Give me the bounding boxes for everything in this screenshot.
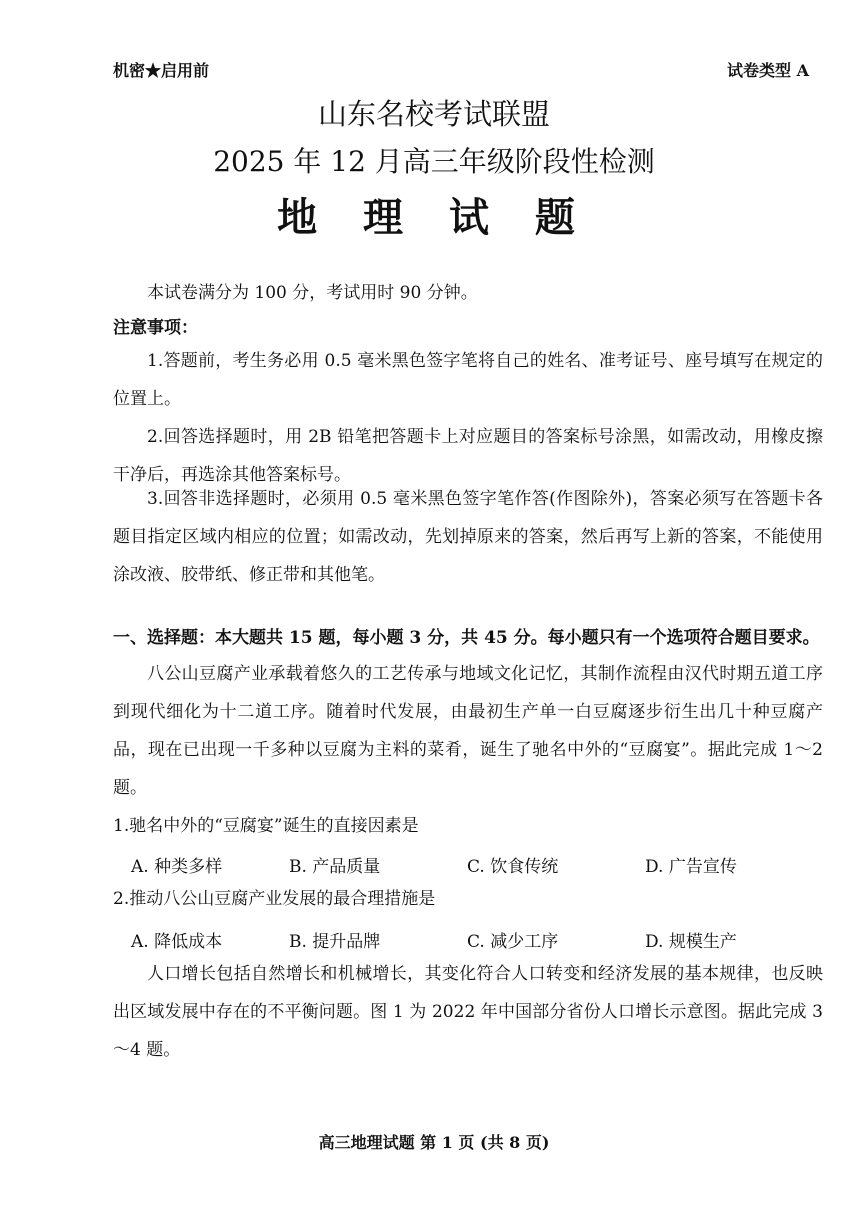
passage-1: 八公山豆腐产业承载着悠久的工艺传承与地域文化记忆，其制作流程由汉代时期五道工序到现代细化为十二道工序。随着时代发展，由最初生产单一白豆腐逐步衍生出几十种豆腐产品，现在已出现一千多种以豆腐为主料的菜肴，诞生了驰名中外的“豆腐宴”。据此完成 1～2 题。 xyxy=(113,664,823,798)
page-footer: 高三地理试题 第 1 页 (共 8 页) xyxy=(318,1133,550,1152)
question-1-option-b: B. 产品质量 xyxy=(289,857,381,877)
paper-type-label: 试卷类型 A xyxy=(727,61,809,80)
passage-2: 人口增长包括自然增长和机械增长，其变化符合人口转变和经济发展的基本规律，也反映出区域发展中存在的不平衡问题。图 1 为 2022 年中国部分省份人口增长示意图。据此完成 3～4 题。 xyxy=(113,964,823,1060)
question-1-option-d: D. 广告宣传 xyxy=(645,857,737,877)
notice-item-1: 1.答题前，考生务必用 0.5 毫米黑色签字笔将自己的姓名、准考证号、座号填写在规定的位置上。 xyxy=(113,351,823,409)
question-2-option-a: A. 降低成本 xyxy=(131,932,223,952)
notice-heading: 注意事项： xyxy=(113,318,198,338)
question-2-option-c: C. 减少工序 xyxy=(467,932,559,952)
question-1-option-c: C. 饮食传统 xyxy=(467,857,559,877)
question-1-option-a: A. 种类多样 xyxy=(131,857,223,877)
section-heading: 一、选择题：本大题共 15 题，每小题 3 分，共 45 分。每小题只有一个选项符合题目要求。 xyxy=(113,628,820,648)
question-2-option-d: D. 规模生产 xyxy=(645,932,737,952)
exam-union-title: 山东名校考试联盟 xyxy=(317,97,550,131)
confidential-label: 机密★启用前 xyxy=(113,61,210,80)
question-2-stem: 2.推动八公山豆腐产业发展的最合理措施是 xyxy=(113,889,436,909)
question-1-stem: 1.驰名中外的“豆腐宴”诞生的直接因素是 xyxy=(113,816,419,836)
intro-text: 本试卷满分为 100 分，考试用时 90 分钟。 xyxy=(147,283,478,303)
exam-date-title: 2025 年 12 月高三年级阶段性检测 xyxy=(213,145,655,178)
question-2-option-b: B. 提升品牌 xyxy=(289,932,381,952)
subject-title: 地 理 试 题 xyxy=(277,194,591,241)
notice-item-2: 2.回答选择题时，用 2B 铅笔把答题卡上对应题目的答案标号涂黑，如需改动，用橡皮擦干净后，再选涂其他答案标号。 xyxy=(113,427,823,485)
notice-item-3: 3.回答非选择题时，必须用 0.5 毫米黑色签字笔作答(作图除外)，答案必须写在答题卡各题目指定区域内相应的位置；如需改动，先划掉原来的答案，然后再写上新的答案，不能使用涂改液、胶带纸、修正带和其他笔。 xyxy=(113,489,823,585)
